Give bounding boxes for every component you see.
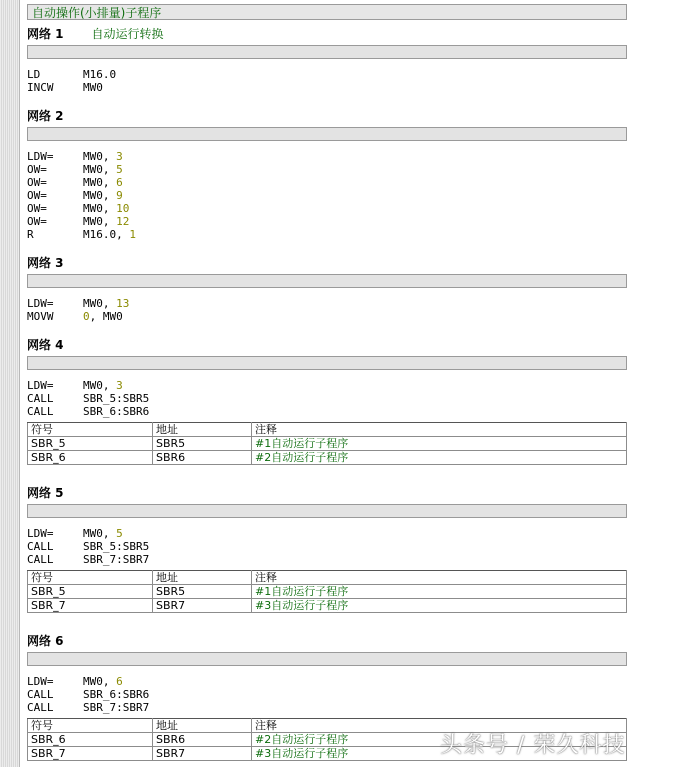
network-label: 网络 1 — [27, 27, 64, 41]
network-comment-box[interactable] — [27, 127, 627, 141]
code-line — [27, 405, 627, 418]
operand: SBR_6:SBR6 — [83, 405, 150, 418]
code-line — [27, 202, 627, 215]
network-label: 网络 5 — [27, 486, 64, 500]
stl-code[interactable] — [27, 527, 627, 566]
instruction: LD — [27, 68, 41, 81]
network-2 — [27, 108, 627, 241]
code-line — [27, 81, 627, 94]
instruction: OW= — [27, 202, 47, 215]
code-line — [27, 527, 627, 540]
operand: MW0, — [83, 189, 117, 202]
network-header[interactable] — [27, 255, 627, 271]
network-comment-box[interactable] — [27, 504, 627, 518]
symbol-cell: SBR_6 — [28, 451, 153, 465]
symbol-cell: SBR_7 — [28, 747, 153, 761]
constant: 9 — [116, 189, 123, 202]
operand: M16.0 — [83, 68, 117, 81]
program-title[interactable]: 自动操作(小排量)子程序 — [27, 4, 627, 20]
constant: 5 — [116, 163, 123, 176]
code-line — [27, 701, 627, 714]
code-line — [27, 215, 627, 228]
constant: 10 — [116, 202, 130, 215]
network-header[interactable] — [27, 108, 627, 124]
stl-code[interactable] — [27, 675, 627, 714]
instruction: OW= — [27, 176, 47, 189]
operand: MW0, — [83, 297, 117, 310]
address-cell: SBR5 — [153, 585, 252, 599]
operand: MW0, — [83, 150, 117, 163]
comment-cell: #3自动运行子程序 — [252, 599, 627, 613]
constant: 1 — [129, 228, 136, 241]
network-4 — [27, 337, 627, 465]
operand: SBR_5:SBR5 — [83, 540, 150, 553]
constant: 5 — [116, 527, 123, 540]
code-line — [27, 310, 627, 323]
instruction: CALL — [27, 405, 54, 418]
code-line — [27, 297, 627, 310]
stl-code[interactable] — [27, 297, 627, 323]
comment-cell: #2自动运行子程序 — [252, 733, 627, 747]
operand: MW0, — [83, 527, 117, 540]
instruction: LDW= — [27, 675, 54, 688]
instruction: CALL — [27, 701, 54, 714]
operand: MW0, — [83, 215, 117, 228]
column-header-comment[interactable]: 注释 — [252, 423, 627, 437]
column-header-comment[interactable]: 注释 — [252, 719, 627, 733]
symbol-cell: SBR_5 — [28, 585, 153, 599]
code-line — [27, 553, 627, 566]
code-line — [27, 675, 627, 688]
network-label: 网络 3 — [27, 256, 64, 270]
column-header-symbol[interactable]: 符号 — [28, 571, 153, 585]
operand: MW0 — [83, 81, 103, 94]
instruction: CALL — [27, 553, 54, 566]
network-label: 网络 4 — [27, 338, 64, 352]
instruction: CALL — [27, 688, 54, 701]
code-line — [27, 540, 627, 553]
constant: 6 — [116, 675, 123, 688]
operand: MW0, — [83, 176, 117, 189]
network-header[interactable] — [27, 485, 627, 501]
network-label: 网络 6 — [27, 634, 64, 648]
network-3 — [27, 255, 627, 323]
address-cell: SBR7 — [153, 747, 252, 761]
table-header-row — [28, 571, 627, 585]
symbol-table[interactable] — [27, 570, 627, 613]
network-comment-box[interactable] — [27, 274, 627, 288]
operand: SBR_7:SBR7 — [83, 553, 150, 566]
network-header[interactable] — [27, 26, 627, 42]
instruction: LDW= — [27, 150, 54, 163]
column-header-symbol[interactable]: 符号 — [28, 719, 153, 733]
program-editor — [27, 0, 627, 767]
network-label: 网络 2 — [27, 109, 64, 123]
operand: MW0, — [83, 202, 117, 215]
network-comment-box[interactable] — [27, 356, 627, 370]
symbol-table[interactable] — [27, 422, 627, 465]
symbol-cell: SBR_5 — [28, 437, 153, 451]
address-cell: SBR5 — [153, 437, 252, 451]
comment-cell: #3自动运行子程序 — [252, 747, 627, 761]
table-row[interactable] — [28, 451, 627, 465]
instruction: CALL — [27, 540, 54, 553]
left-margin-bar — [0, 0, 20, 767]
address-cell: SBR7 — [153, 599, 252, 613]
table-header-row — [28, 423, 627, 437]
operand: SBR_6:SBR6 — [83, 688, 150, 701]
instruction: LDW= — [27, 379, 54, 392]
watermark-text: 头条号 / 荣久科技 — [440, 733, 626, 758]
table-row[interactable] — [28, 585, 627, 599]
constant: 3 — [116, 379, 123, 392]
comment-cell: #2自动运行子程序 — [252, 451, 627, 465]
operand: MW0, — [83, 379, 117, 392]
code-line — [27, 68, 627, 81]
network-header[interactable] — [27, 633, 627, 649]
column-header-address[interactable]: 地址 — [153, 423, 252, 437]
instruction: INCW — [27, 81, 54, 94]
code-line — [27, 176, 627, 189]
instruction: OW= — [27, 163, 47, 176]
instruction: OW= — [27, 215, 47, 228]
comment-cell: #1自动运行子程序 — [252, 437, 627, 451]
operand: SBR_7:SBR7 — [83, 701, 150, 714]
constant: 0 — [83, 310, 90, 323]
operand: SBR_5:SBR5 — [83, 392, 150, 405]
symbol-cell: SBR_7 — [28, 599, 153, 613]
stl-code[interactable] — [27, 379, 627, 418]
constant: 3 — [116, 150, 123, 163]
symbol-cell: SBR_6 — [28, 733, 153, 747]
column-header-address[interactable]: 地址 — [153, 719, 252, 733]
address-cell: SBR6 — [153, 733, 252, 747]
code-line — [27, 150, 627, 163]
stl-code[interactable] — [27, 68, 627, 94]
stl-code[interactable] — [27, 150, 627, 241]
column-header-symbol[interactable]: 符号 — [28, 423, 153, 437]
column-header-address[interactable]: 地址 — [153, 571, 252, 585]
code-line — [27, 228, 627, 241]
instruction: CALL — [27, 392, 54, 405]
network-header[interactable] — [27, 337, 627, 353]
network-comment-box[interactable] — [27, 652, 627, 666]
comment-cell: #1自动运行子程序 — [252, 585, 627, 599]
code-line — [27, 379, 627, 392]
code-line — [27, 392, 627, 405]
network-title-comment: 自动运行转换 — [91, 27, 164, 41]
constant: 13 — [116, 297, 130, 310]
operand: MW0, — [83, 675, 117, 688]
instruction: LDW= — [27, 527, 54, 540]
instruction: R — [27, 228, 34, 241]
code-line — [27, 163, 627, 176]
instruction: OW= — [27, 189, 47, 202]
code-line — [27, 189, 627, 202]
operand: , MW0 — [89, 310, 123, 323]
operand: M16.0, — [83, 228, 130, 241]
column-header-comment[interactable]: 注释 — [252, 571, 627, 585]
address-cell: SBR6 — [153, 451, 252, 465]
table-row[interactable] — [28, 437, 627, 451]
network-1 — [27, 26, 627, 94]
instruction: MOVW — [27, 310, 54, 323]
instruction: LDW= — [27, 297, 54, 310]
operand: MW0, — [83, 163, 117, 176]
network-5 — [27, 485, 627, 613]
constant: 6 — [116, 176, 123, 189]
constant: 12 — [116, 215, 130, 228]
table-row[interactable] — [28, 599, 627, 613]
network-comment-box[interactable] — [27, 45, 627, 59]
code-line — [27, 688, 627, 701]
